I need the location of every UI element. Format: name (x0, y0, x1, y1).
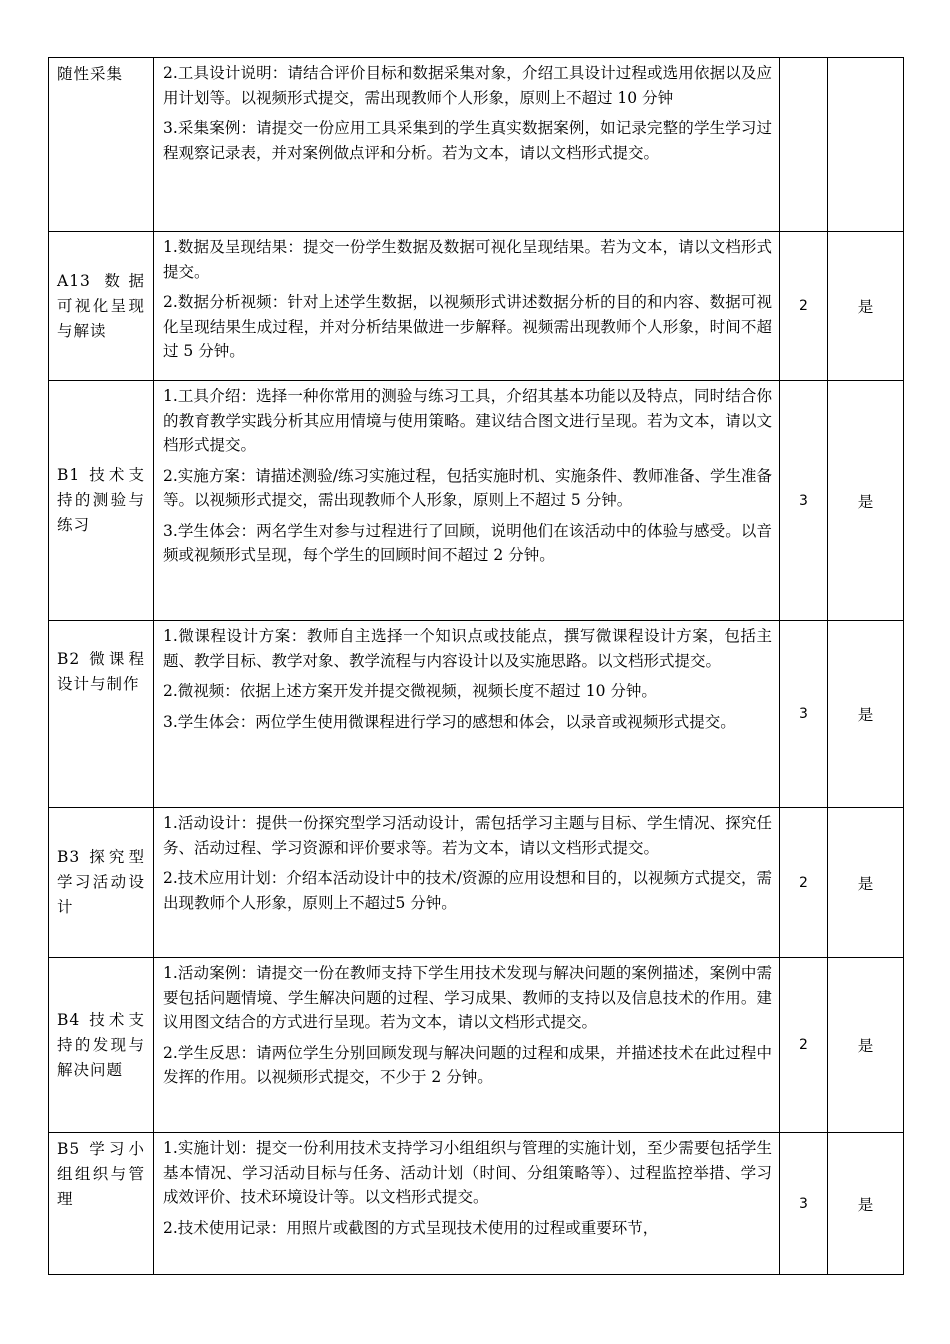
requirement-text: 1.活动设计：提供一份探究型学习活动设计，需包括学习主题与目标、学生情况、探究任务、活动过程、学习资源和评价要求等。若为文本，请以文档形式提交。 (163, 814, 772, 857)
count-cell: 2 (780, 232, 828, 381)
requirement-text: 2.技术使用记录：用照片或截图的方式呈现技术使用的过程或重要环节， (163, 1218, 659, 1237)
requirement-cell (154, 1133, 780, 1275)
requirement-text: 2.学生反思：请两位学生分别回顾发现与解决问题的过程和成果，并描述技术在此过程中发挥的作用。以视频形式提交，不少于 2 分钟。 (163, 1043, 772, 1086)
requirement-text: 2.微视频：依据上述方案开发并提交微视频，视频长度不超过 10 分钟。 (163, 682, 657, 700)
count-cell: 3 (780, 1133, 828, 1275)
requirement-text: 2.技术应用计划：介绍本活动设计中的技术/资源的应用设想和目的，以视频方式提交，需出现教师个人形象，原则上不超过5 分钟。 (163, 869, 773, 912)
requirement-text: 1.微课程设计方案：教师自主选择一个知识点或技能点，撰写微课程设计方案，包括主题、教学目标、教学对象、教学流程与内容设计以及实施思路。以文档形式提交。 (163, 627, 772, 670)
item-name: B1 技术支持的测验与练习 (57, 466, 145, 534)
count-cell: 3 (780, 381, 828, 621)
table-row (49, 232, 904, 381)
table-row (49, 621, 904, 808)
requirement-text: 2.数据分析视频：针对上述学生数据，以视频形式讲述数据分析的目的和内容、数据可视化呈现结果生成过程，并对分析结果做进一步解释。视频需出现教师个人形象，时间不超过 5 分钟。 (163, 293, 772, 360)
item-name: B3 探究型学习活动设计 (57, 848, 145, 916)
requirement-cell (154, 958, 780, 1133)
requirement-text: 2.工具设计说明：请结合评价目标和数据采集对象，介绍工具设计过程或选用依据以及应用计划等。以视频形式提交，需出现教师个人形象，原则上不超过 10 分钟 (163, 64, 772, 107)
required-cell: 是 (828, 958, 904, 1133)
requirement-text: 3.学生体会：两位学生使用微课程进行学习的感想和体会，以录音或视频形式提交。 (163, 712, 736, 731)
requirement-cell (154, 381, 780, 621)
requirement-text: 1.实施计划：提交一份利用技术支持学习小组组织与管理的实施计划，至少需要包括学生基本情况、学习活动目标与任务、活动计划（时间、分组策略等）、过程监控举措、学习成效评价、技术环境设计等。以文档形式提交。 (163, 1139, 772, 1206)
count-cell: 2 (780, 808, 828, 958)
count-cell (780, 58, 828, 232)
requirement-text: 1.数据及呈现结果：提交一份学生数据及数据可视化呈现结果。若为文本，请以文档形式提交。 (163, 238, 772, 281)
requirement-cell (154, 808, 780, 958)
requirement-cell (154, 621, 780, 808)
item-name-cell (49, 1133, 154, 1275)
table-row (49, 381, 904, 621)
table-row (49, 1133, 904, 1275)
item-name: B4 技术支持的发现与解决问题 (57, 1010, 145, 1079)
item-name-cell (49, 58, 154, 232)
count-cell: 3 (780, 621, 828, 808)
item-name: 随性采集 (57, 65, 124, 83)
required-cell (828, 58, 904, 232)
requirement-text: 2.实施方案：请描述测验/练习实施过程，包括实施时机、实施条件、教师准备、学生准备等。以视频形式提交，需出现教师个人形象，原则上不超过 5 分钟。 (163, 466, 773, 509)
required-cell: 是 (828, 381, 904, 621)
requirement-text: 3.采集案例：请提交一份应用工具采集到的学生真实数据案例，如记录完整的学生学习过程观察记录表，并对案例做点评和分析。若为文本，请以文档形式提交。 (163, 119, 772, 162)
count-cell: 2 (780, 958, 828, 1133)
requirements-table (48, 57, 904, 1275)
item-name: B5 学习小组组织与管理 (57, 1140, 145, 1208)
requirement-text: 3.学生体会：两名学生对参与过程进行了回顾，说明他们在该活动中的体验与感受。以音频或视频形式呈现，每个学生的回顾时间不超过 2 分钟。 (163, 521, 772, 564)
requirement-cell (154, 58, 780, 232)
item-name: A13 数据可视化呈现与解读 (57, 271, 145, 340)
requirement-text: 1.工具介绍：选择一种你常用的测验与练习工具，介绍其基本功能以及特点，同时结合你的教育教学实践分析其应用情境与使用策略。建议结合图文进行呈现。若为文本，请以文档形式提交。 (163, 387, 772, 454)
item-name: B2 微课程设计与制作 (57, 650, 145, 693)
item-name-cell (49, 232, 154, 381)
required-cell: 是 (828, 808, 904, 958)
item-name-cell (49, 808, 154, 958)
table-row (49, 58, 904, 232)
item-name-cell (49, 621, 154, 808)
item-name-cell (49, 381, 154, 621)
table-row (49, 808, 904, 958)
required-cell: 是 (828, 1133, 904, 1275)
requirement-text: 1.活动案例：请提交一份在教师支持下学生用技术发现与解决问题的案例描述，案例中需要包括问题情境、学生解决问题的过程、学习成果、教师的支持以及信息技术的作用。建议用图文结合的方式进行呈现。若为文本，请以文档形式提交。 (163, 964, 772, 1031)
item-name-cell (49, 958, 154, 1133)
requirement-cell (154, 232, 780, 381)
table-row (49, 958, 904, 1133)
required-cell: 是 (828, 621, 904, 808)
required-cell: 是 (828, 232, 904, 381)
